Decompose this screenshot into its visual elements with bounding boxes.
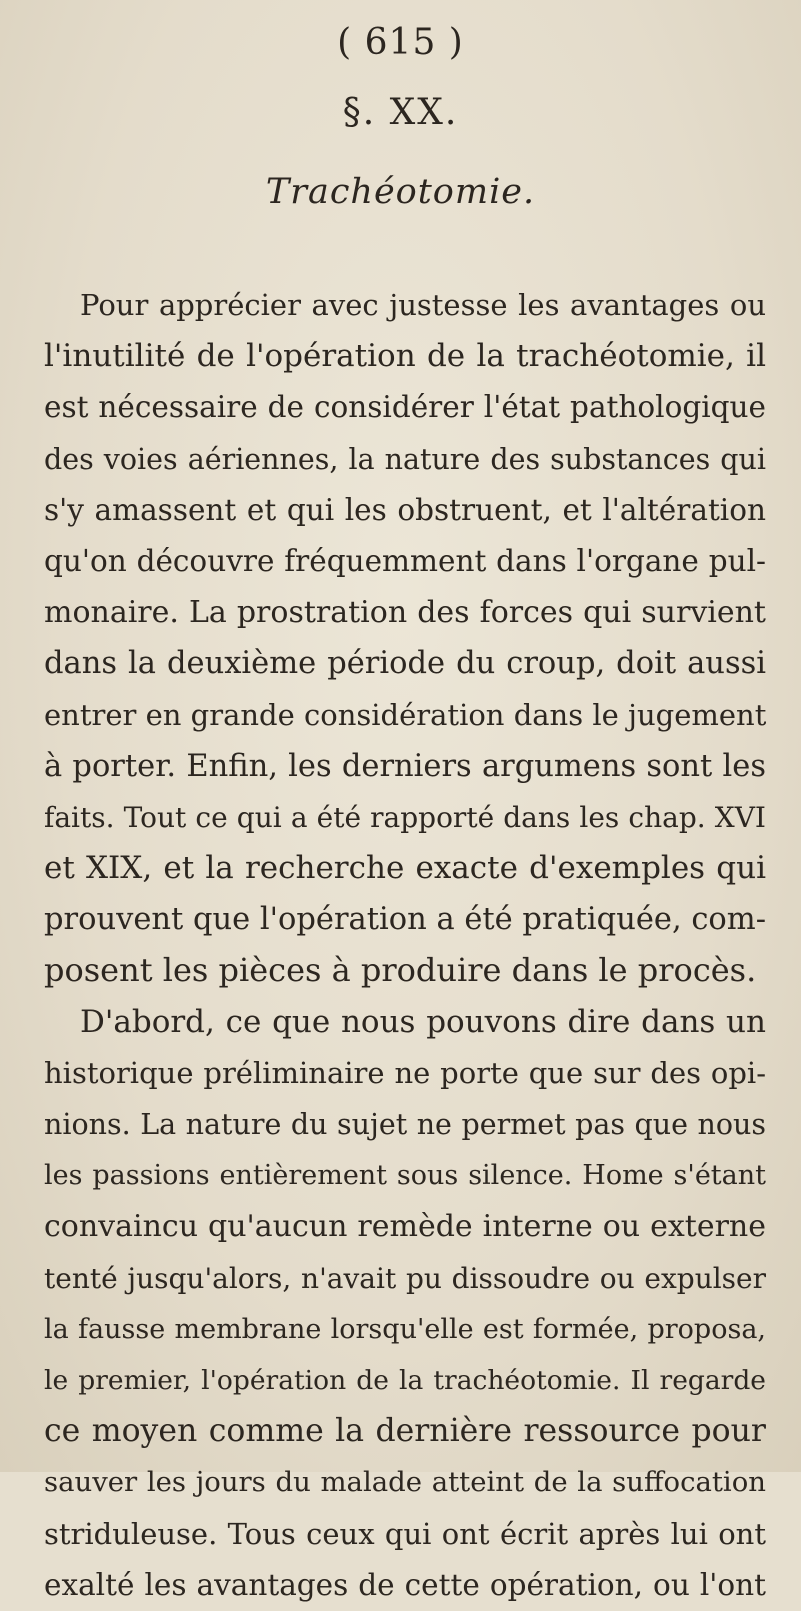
- text-line: striduleuse. Tous ceux qui ont écrit après lui ont: [44, 1516, 766, 1551]
- paragraph-1: [44, 280, 766, 997]
- text-line: sauver les jours du malade atteint de la suffocation: [44, 1466, 766, 1499]
- text-line: le premier, l'opération de la trachéotomie. Il regarde: [44, 1364, 766, 1396]
- text-line: prouvent que l'opération a été pratiquée, com-: [44, 902, 766, 938]
- text-line: à porter. Enfin, les derniers argumens sont les: [44, 748, 766, 784]
- text-line: qu'on découvre fréquemment dans l'organe pul-: [44, 543, 766, 578]
- text-line: Pour apprécier avec justesse les avantages ou: [80, 288, 766, 322]
- text-line: et XIX, et la recherche exacte d'exemples qui: [44, 850, 766, 887]
- page-number: ( 615 ): [337, 22, 464, 63]
- text-line: entrer en grande considération dans le jugement: [44, 697, 766, 732]
- text-line: ce moyen comme la dernière ressource pour: [44, 1413, 766, 1450]
- paragraph-2: [44, 997, 766, 1611]
- text-line: nions. La nature du sujet ne permet pas que nous: [44, 1108, 766, 1141]
- text-line: l'inutilité de l'opération de la trachéotomie, il: [44, 338, 766, 375]
- text-line: posent les pièces à produire dans le procès.: [44, 951, 757, 990]
- section-heading: §. XX.: [342, 92, 459, 133]
- text-line: dans la deuxième période du croup, doit aussi: [44, 646, 766, 682]
- text-line: exalté les avantages de cette opération, ou l'ont: [44, 1567, 766, 1602]
- text-line: la fausse membrane lorsqu'elle est formée, proposa,: [44, 1313, 766, 1345]
- text-line: est nécessaire de considérer l'état pathologique: [44, 390, 766, 425]
- text-line: tenté jusqu'alors, n'avait pu dissoudre ou expulser: [44, 1261, 766, 1295]
- text-line: les passions entièrement sous silence. Home s'étant: [44, 1160, 766, 1192]
- chapter-title: Trachéotomie.: [265, 172, 536, 212]
- text-line: s'y amassent et qui les obstruent, et l'altération: [44, 492, 766, 527]
- text-line: historique préliminaire ne porte que sur des opi-: [44, 1055, 766, 1090]
- text-line: des voies aériennes, la nature des substances qui: [44, 442, 766, 476]
- text-line: monaire. La prostration des forces qui survient: [44, 595, 766, 631]
- text-line: faits. Tout ce qui a été rapporté dans les chap. XVI: [44, 800, 766, 834]
- body-text: [44, 280, 766, 1611]
- text-line: convaincu qu'aucun remède interne ou externe: [44, 1209, 766, 1245]
- text-line: D'abord, ce que nous pouvons dire dans un: [80, 1003, 766, 1040]
